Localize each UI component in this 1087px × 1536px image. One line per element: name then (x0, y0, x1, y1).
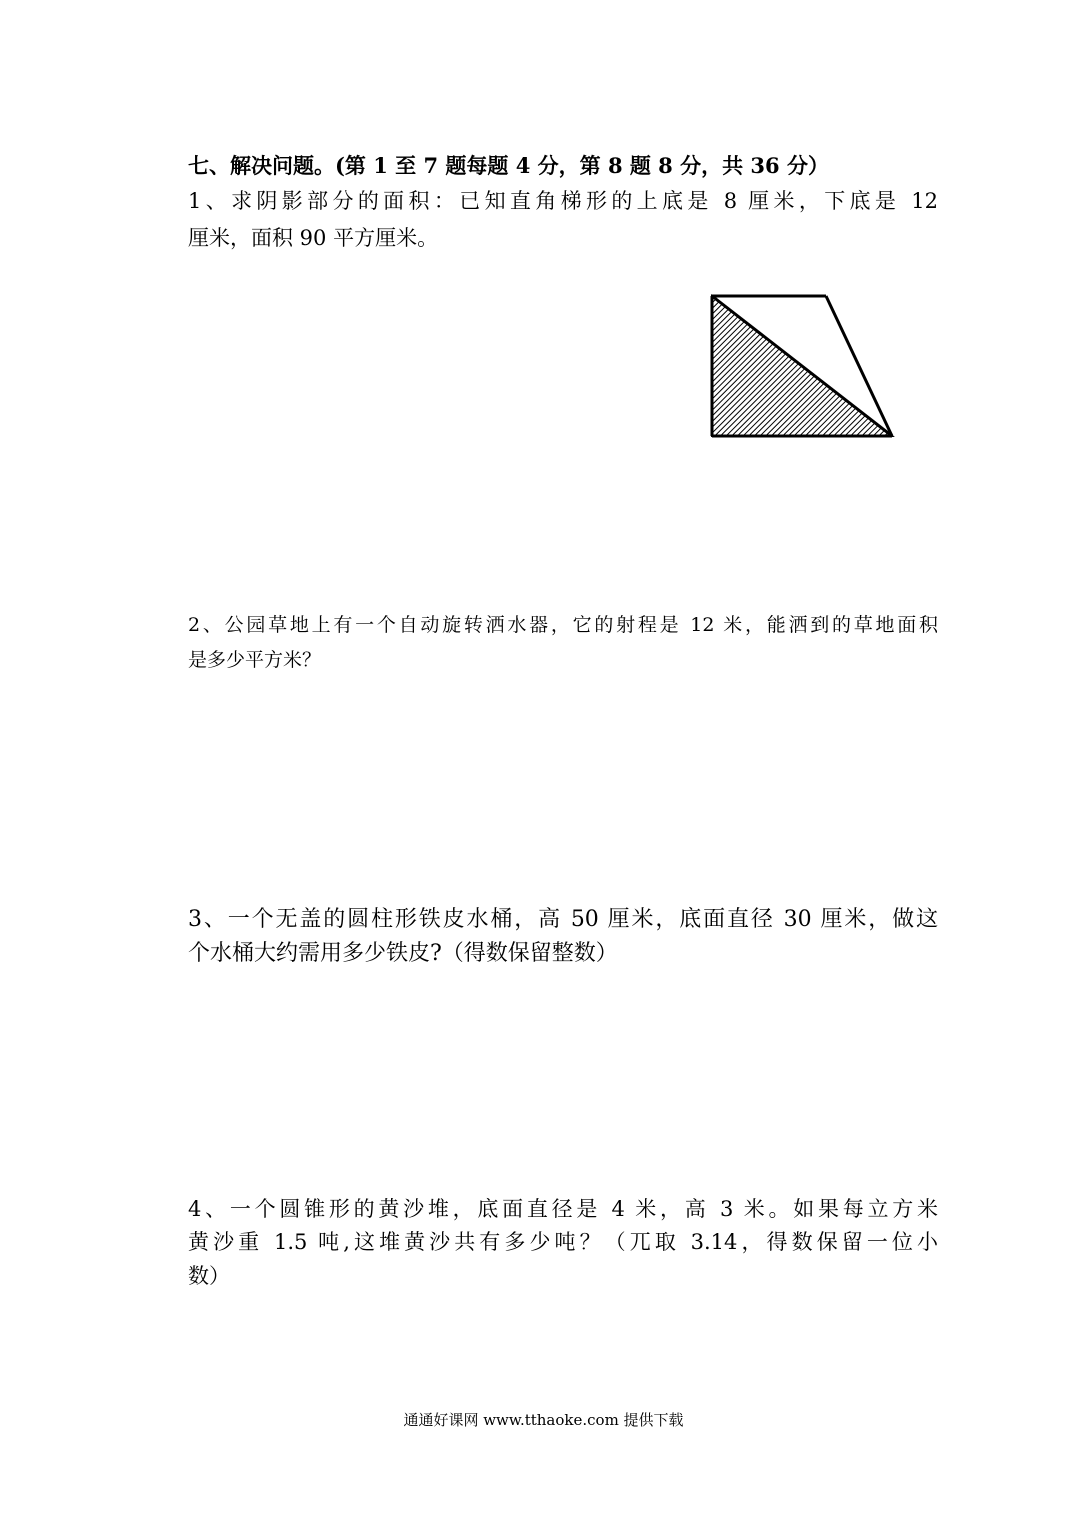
page-footer: 通通好课网 www.tthaoke.com 提供下载 (403, 1411, 684, 1429)
problem-3-line-1: 3、一个无盖的圆柱形铁皮水桶，高 50 厘米，底面直径 30 厘米，做这 (188, 907, 938, 932)
problem-2-line-2: 是多少平方米？ (188, 649, 322, 671)
problem-4-line-1: 4、一个圆锥形的黄沙堆，底面直径是 4 米，高 3 米。如果每立方米 (188, 1197, 938, 1221)
problem-3-line-2: 个水桶大约需用多少铁皮?（得数保留整数） (188, 941, 618, 966)
section-heading: 七、解决问题。(第 1 至 7 题每题 4 分，第 8 题 8 分，共 36 分） (188, 153, 829, 178)
problem-2-line-1: 2、公园草地上有一个自动旋转洒水器，它的射程是 12 米，能洒到的草地面积 (188, 614, 938, 636)
problem-4-line-3: 数） (188, 1264, 230, 1288)
problem-4-line-2: 黄沙重 1.5 吨,这堆黄沙共有多少吨？（兀取 3.14，得数保留一位小 (188, 1230, 938, 1254)
problem-1-line-1: 1、求阴影部分的面积：已知直角梯形的上底是 8 厘米，下底是 12 (188, 189, 938, 213)
problem-1-line-2: 厘米，面积 90 平方厘米。 (188, 226, 439, 250)
trapezoid-figure (700, 286, 900, 446)
